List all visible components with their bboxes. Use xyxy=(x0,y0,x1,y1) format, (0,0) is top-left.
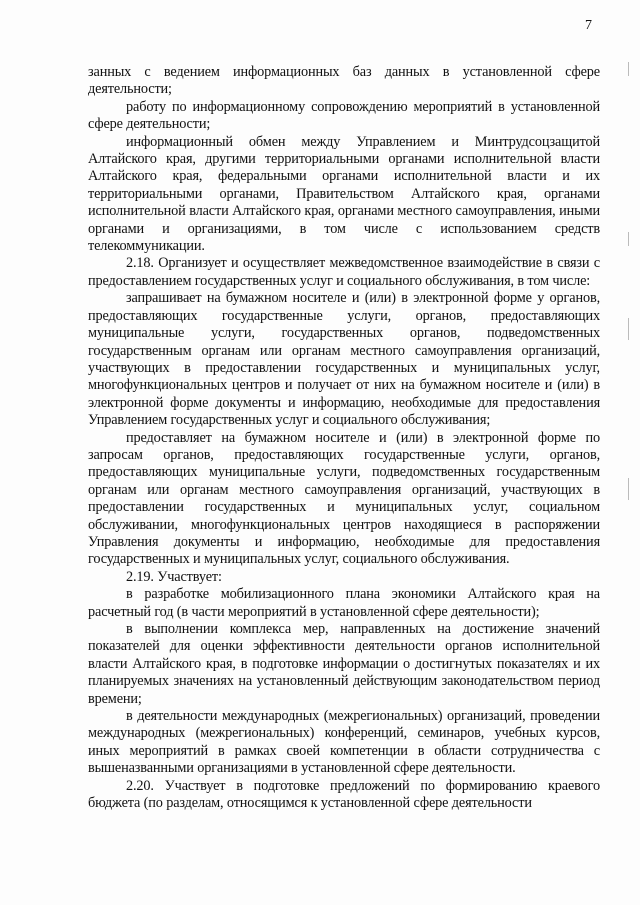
paragraph: 2.19. Участвует: xyxy=(126,568,222,585)
scan-artifact-line xyxy=(628,232,629,246)
paragraph: работу по информационному сопровождению мероприятий в установленной сфере деятельности; xyxy=(88,98,600,133)
paragraph: в выполнении комплекса мер, направленных на достижение значений показателей для оценки эффективности деятельности органов исполнительной власти Алтайского края, в подготовке информации о достигнутых показателях и их планируемых значениях на установленный действующим законодательством период времени; xyxy=(88,621,600,707)
paragraph: 2.20. Участвует в подготовке предложений по формированию краевого бюджета (по разделам, относящимся к установленной сфере деятельности xyxy=(88,777,600,812)
paragraph: предоставляет на бумажном носителе и (или) в электронной форме по запросам органов, предоставляющих государственные услуги, органов, предоставляющих муниципальные услуги, подведомственных государственным органам или органам местного самоуправления организаций, участвующих в предоставлении государственных и муниципальных услуг, социальном обслуживании, многофункциональных центров находящиеся в распоряжении Управления документы и информацию, необходимые для предоставления государственных и муниципальных услуг, социального обслуживания. xyxy=(88,429,600,568)
document-body xyxy=(88,64,600,812)
paragraph: в разработке мобилизационного плана экономики Алтайского края на расчетный год (в части мероприятий в установленной сфере деятельности); xyxy=(88,586,600,620)
scan-artifact-line xyxy=(628,318,629,340)
paragraph: информационный обмен между Управлением и Минтрудсоцзащитой Алтайского края, другими территориальными органами исполнительной власти Алтайского края, федеральными органами исполнительной власти и их территориальными органами, Правительством Алтайского края, органами исполнительной власти Алтайского края, органами местного самоуправления, иными органами и организациями, в том числе с использованием средств телекоммуникации. xyxy=(88,133,600,255)
page-number: 7 xyxy=(585,18,592,33)
paragraph: занных с ведением информационных баз данных в установленной сфере деятельности; xyxy=(88,64,600,98)
scan-artifact-line xyxy=(628,62,629,76)
paragraph: в деятельности международных (межрегиональных) организаций, проведении международных (межрегиональных) конференций, семинаров, учебных курсов, иных мероприятий в рамках своей компетенции в области сотрудничества с вышеназванными организациями в установленной сфере деятельности. xyxy=(88,708,600,777)
paragraph: 2.18. Организует и осуществляет межведомственное взаимодействие в связи с предоставлением государственных услуг и социального обслуживания, в том числе: xyxy=(88,255,600,289)
paragraph: запрашивает на бумажном носителе и (или) в электронной форме у органов, предоставляющих государственные услуги, органов, предоставляющих муниципальные услуги, государственных органов, подведомственных государственным органам или органам местного самоуправления организаций, участвующих в предоставлении государственных и муниципальных услуг, многофункциональных центров и получает от них на бумажном носителе и (или) в электронной форме документы и информацию, необходимые для предоставления Управлением государственных услуг и социального обслуживания; xyxy=(88,290,600,429)
scan-artifact-line xyxy=(628,478,629,500)
